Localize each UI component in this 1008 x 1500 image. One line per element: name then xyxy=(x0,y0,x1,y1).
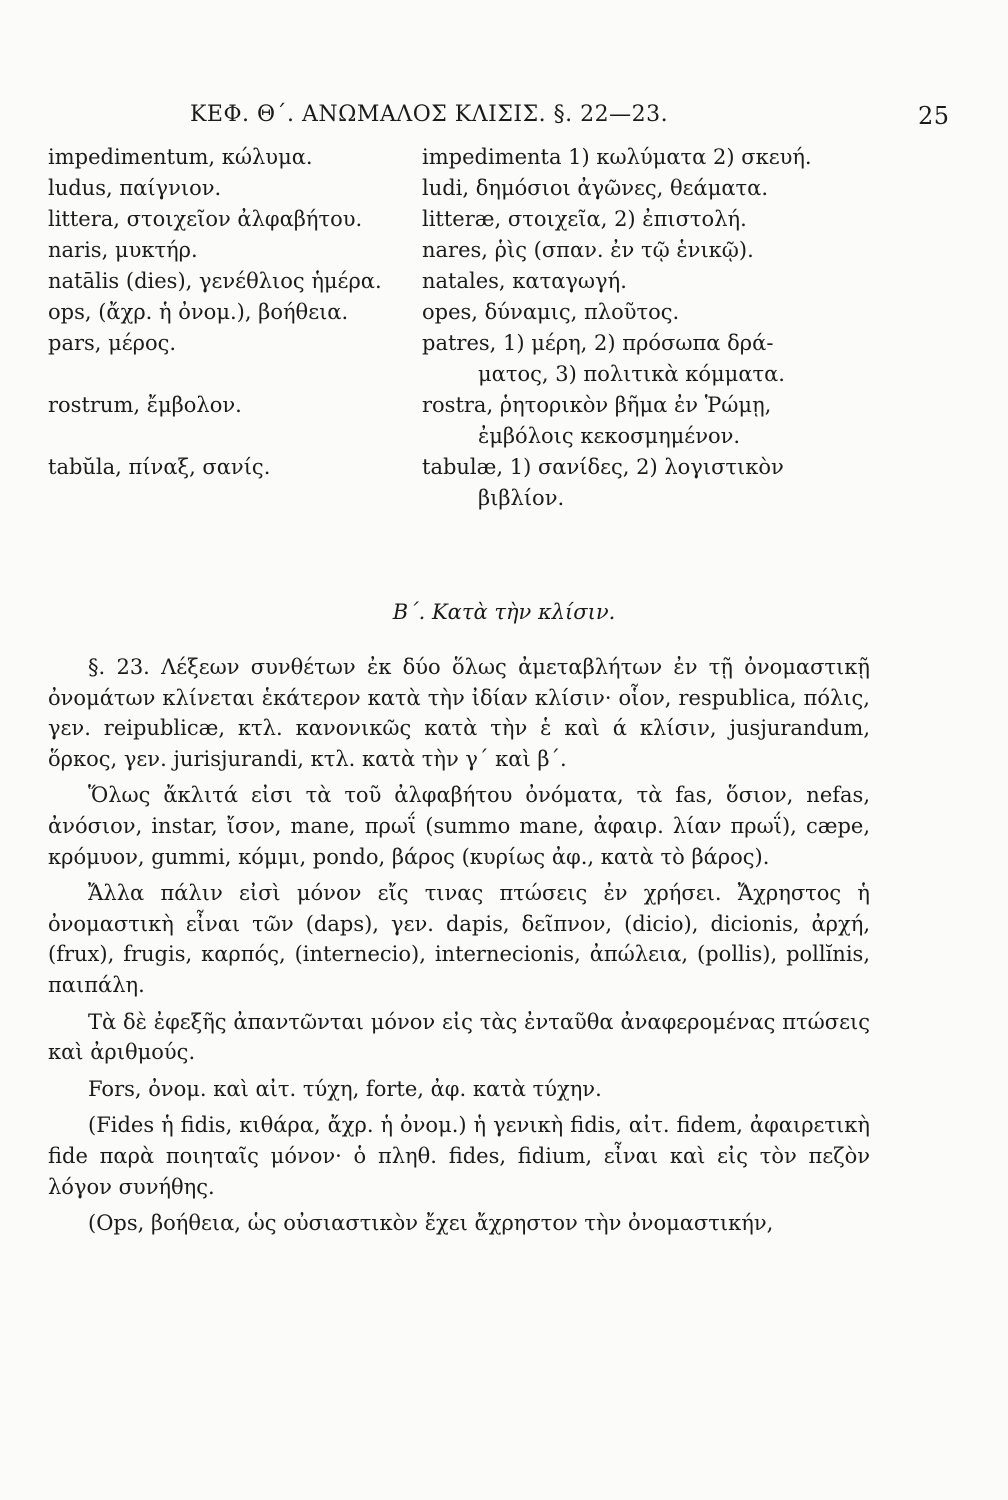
vocab-plural-line: tabulæ, 1) σανίδες, 2) λογιστικὸν xyxy=(422,455,784,479)
header-title: ΚΕΦ. Θ΄. ΑΝΩΜΑΛΟΣ ΚΛΙΣΙΣ. §. 22—23. xyxy=(190,102,669,127)
page-number: 25 xyxy=(918,102,950,130)
vocab-singular: tabŭla, πίναξ, σανίς. xyxy=(48,455,271,479)
vocab-plural xyxy=(422,173,884,204)
vocab-plural xyxy=(422,266,884,297)
section-subheading: Β΄. Κατὰ τὴν κλίσιν. xyxy=(392,600,616,624)
vocab-plural-line: impedimenta 1) κωλύματα 2) σκευή. xyxy=(422,145,812,169)
vocab-row xyxy=(48,452,888,514)
vocab-plural xyxy=(422,452,884,514)
vocab-plural xyxy=(422,328,884,390)
vocab-plural-line: litteræ, στοιχεῖα, 2) ἐπιστολή. xyxy=(422,207,747,231)
vocab-plural xyxy=(422,235,884,266)
vocab-singular: naris, μυκτήρ. xyxy=(48,238,198,262)
vocab-singular: impedimentum, κώλυμα. xyxy=(48,145,313,169)
vocab-plural-line: patres, 1) μέρη, 2) πρόσωπα δρά- xyxy=(422,331,774,355)
vocab-row xyxy=(48,328,888,390)
vocab-row xyxy=(48,204,888,235)
paragraph: Ἄλλα πάλιν εἰσὶ μόνον εἴς τινας πτώσεις ἐν χρήσει. Ἄχρηστος ἡ ὀνομαστικὴ εἶναι τῶν (daps), γεν. dapis, δεῖπνον, (dicio), dicionis, ἀρχή, (frux), frugis, καρπός, (internecio), internecionis, ἀπώλεια, (pollis), pollĭnis, παιπάλη. xyxy=(48,881,870,997)
vocab-plural-continuation: ματος, 3) πολιτικὰ κόμματα. xyxy=(478,362,785,386)
running-header xyxy=(0,96,1008,132)
vocab-plural-line: rostra, ῥητορικὸν βῆμα ἐν Ῥώμῃ, xyxy=(422,393,772,417)
vocab-plural-continuation: ἐμβόλοις κεκοσμημένον. xyxy=(478,424,741,448)
body-text xyxy=(48,652,870,1239)
paragraph: Τὰ δὲ ἐφεξῆς ἀπαντῶνται μόνον εἰς τὰς ἐνταῦθα ἀναφερομένας πτώσεις καὶ ἀριθμούς. xyxy=(48,1009,870,1065)
vocab-plural xyxy=(422,204,884,235)
vocab-singular: rostrum, ἔμβολον. xyxy=(48,393,242,417)
vocab-row xyxy=(48,390,888,452)
vocab-row xyxy=(48,235,888,266)
vocab-singular: ludus, παίγνιον. xyxy=(48,176,222,200)
paragraph: §. 23. Λέξεων συνθέτων ἐκ δύο ὅλως ἀμεταβλήτων ἐν τῇ ὀνομαστικῇ ὀνομάτων κλίνεται ἑκάτερον κατὰ τὴν ἰδίαν κλίσιν· οἷον, respublica, πόλις, γεν. reipublicæ, κτλ. κανονικῶς κατὰ τὴν ἑ καὶ ά κλίσιν, jusjurandum, ὅρκος, γεν. jurisjurandi, κτλ. κατὰ τὴν γ΄ καὶ β΄. xyxy=(48,655,870,771)
vocabulary-list xyxy=(48,142,888,514)
vocab-row xyxy=(48,173,888,204)
vocab-plural-continuation: βιβλίον. xyxy=(478,486,565,510)
vocab-plural-line: nares, ῥὶς (σπαν. ἐν τῷ ἑνικῷ). xyxy=(422,238,754,262)
vocab-plural-line: opes, δύναμις, πλοῦτος. xyxy=(422,300,680,324)
vocab-plural-line: natales, καταγωγή. xyxy=(422,269,627,293)
paragraph: (Ops, βοήθεια, ὡς οὐσιαστικὸν ἔχει ἄχρηστον τὴν ὀνομαστικήν, xyxy=(88,1211,774,1236)
paragraph: (Fides ἡ fidis, κιθάρα, ἄχρ. ἡ ὀνομ.) ἡ γενικὴ fidis, αἰτ. fidem, ἀφαιρετικὴ fide παρὰ ποιηταῖς μόνον· ὁ πληθ. fides, fidium, εἶναι καὶ εἰς τὸν πεζὸν λόγον συνήθης. xyxy=(48,1113,870,1199)
vocab-plural xyxy=(422,142,884,173)
vocab-row xyxy=(48,142,888,173)
vocab-singular: ops, (ἄχρ. ἡ ὀνομ.), βοήθεια. xyxy=(48,300,349,324)
vocab-plural-line: ludi, δημόσιοι ἀγῶνες, θεάματα. xyxy=(422,176,769,200)
vocab-singular: natālis (dies), γενέθλιος ἡμέρα. xyxy=(48,269,382,293)
vocab-row xyxy=(48,266,888,297)
vocab-plural xyxy=(422,390,884,452)
vocab-plural xyxy=(422,297,884,328)
vocab-singular: littera, στοιχεῖον ἀλφαβήτου. xyxy=(48,207,363,231)
vocab-singular: pars, μέρος. xyxy=(48,331,177,355)
paragraph: Fors, ὀνομ. καὶ αἰτ. τύχη, forte, ἀφ. κατὰ τύχην. xyxy=(88,1076,602,1101)
vocab-row xyxy=(48,297,888,328)
paragraph: Ὅλως ἄκλιτά εἰσι τὰ τοῦ ἀλφαβήτου ὀνόματα, τὰ fas, ὅσιον, nefas, ἀνόσιον, instar, ἴσον, mane, πρωΐ (summo mane, ἀφαιρ. λίαν πρωΐ), cæpe, κρόμυον, gummi, κόμμι, pondo, βάρος (κυρίως ἀφ., κατὰ τὸ βάρος). xyxy=(48,783,870,869)
